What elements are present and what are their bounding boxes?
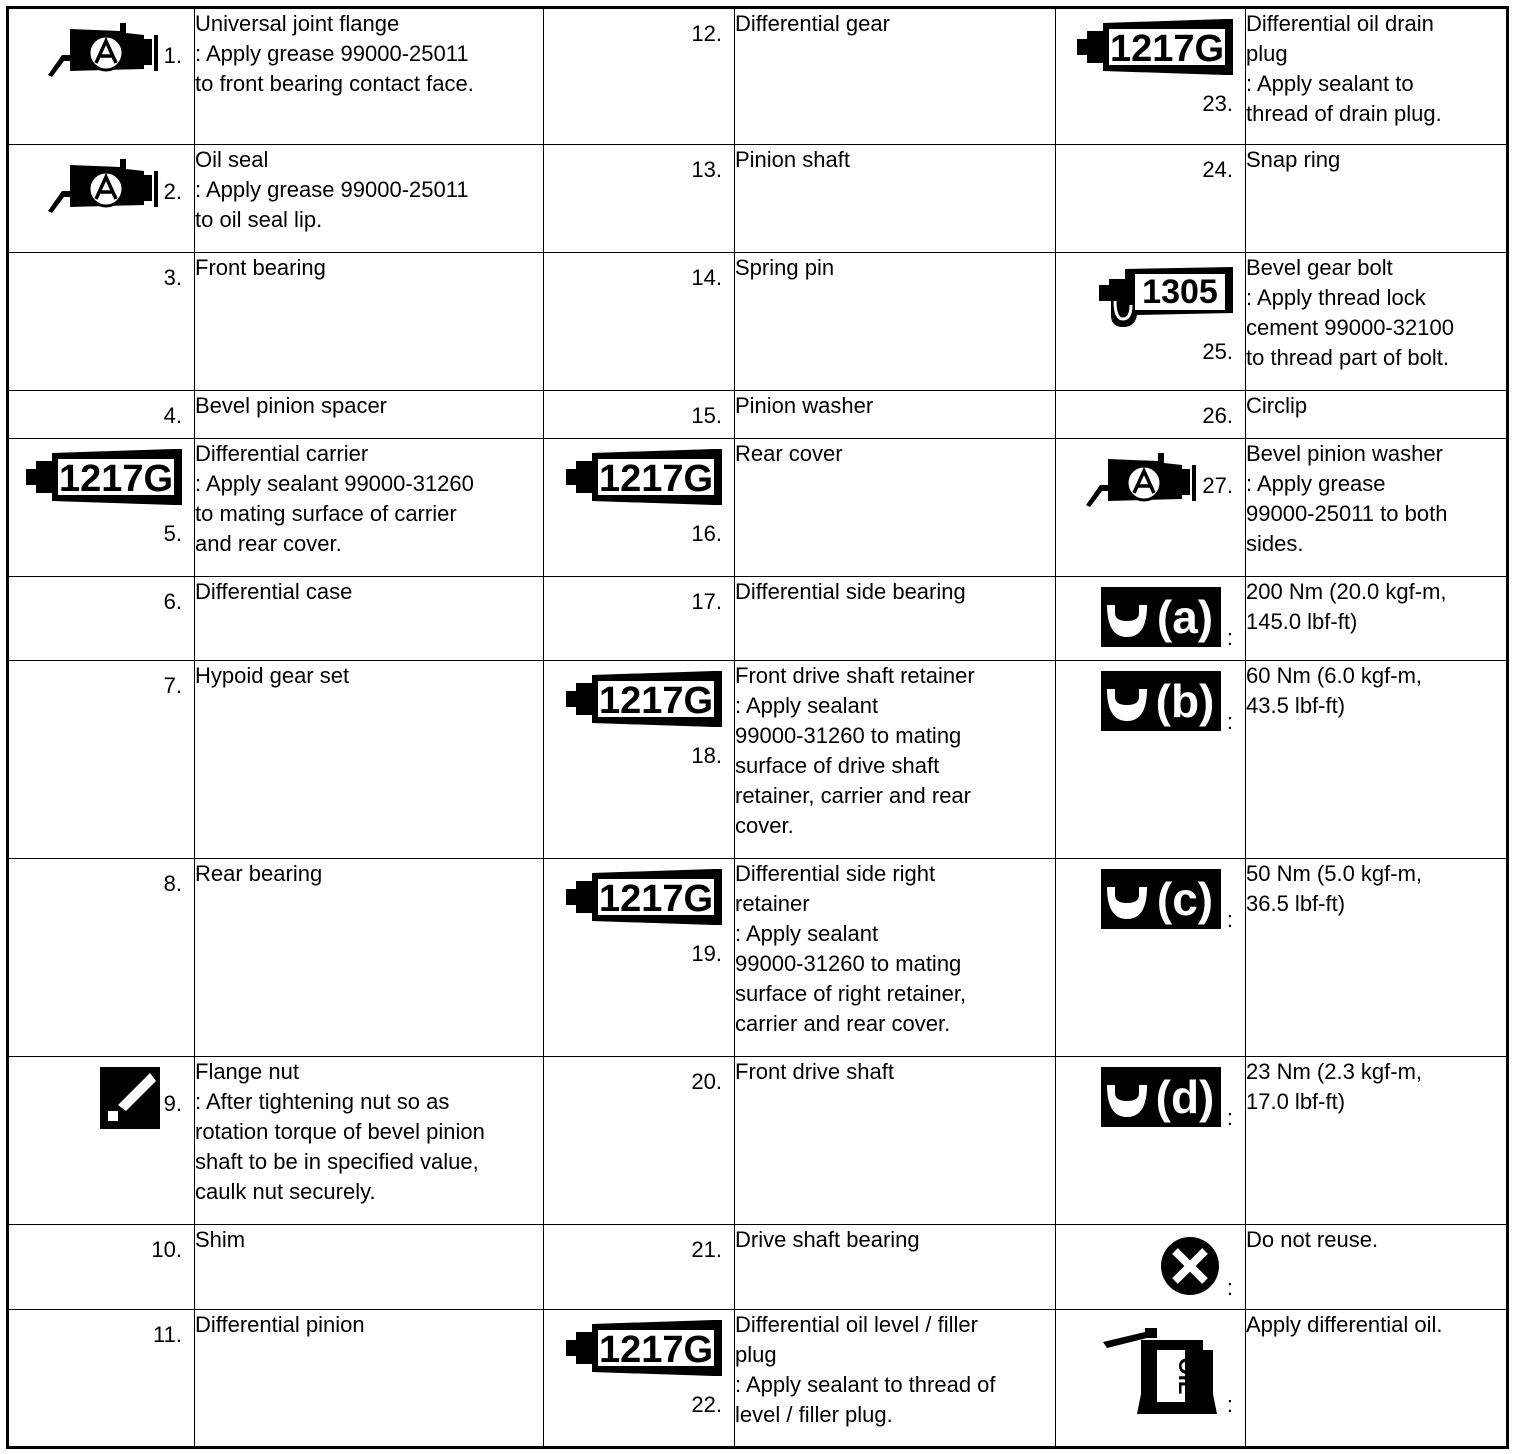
item-description: Front drive shaft: [735, 1059, 894, 1084]
item-description-cell: [195, 1057, 544, 1225]
item-description-cell: [735, 1057, 1056, 1225]
torque-wrench-icon: [1101, 1067, 1221, 1127]
item-description-cell: [735, 577, 1056, 661]
item-number: 9.: [163, 1091, 182, 1116]
item-description-cell: [1246, 661, 1508, 859]
badge-label: 1217G: [598, 878, 714, 920]
item-description-cell: [195, 391, 544, 439]
grease-a-icon: [48, 19, 160, 81]
item-number: 26.: [1202, 403, 1233, 428]
item-number: 16.: [691, 521, 722, 546]
item-number: 11.: [153, 1322, 182, 1347]
symbol-colon: :: [1226, 625, 1233, 650]
item-description: Shim: [195, 1227, 246, 1252]
item-number-cell: [8, 1225, 195, 1310]
item-description-cell: [195, 577, 544, 661]
item-description-cell: [735, 1225, 1056, 1310]
symbol-colon: :: [1226, 907, 1233, 932]
torque-wrench-icon: [1101, 671, 1221, 731]
item-description-cell: [1246, 391, 1508, 439]
item-number: 17.: [691, 589, 722, 614]
item-number-cell: [8, 145, 195, 253]
item-description-cell: [735, 8, 1056, 145]
legend-row: [8, 253, 1508, 391]
legend-row: [8, 859, 1508, 1057]
item-number: 12.: [691, 21, 722, 46]
item-number-cell: [1056, 253, 1246, 391]
item-number-cell: [8, 253, 195, 391]
item-description: 60 Nm (6.0 kgf-m, 43.5 lbf-ft): [1246, 663, 1423, 718]
item-description: Snap ring: [1246, 147, 1341, 172]
item-description: Differential oil drain plug : Apply sealant to thread of drain plug.: [1246, 11, 1442, 126]
item-description-cell: [195, 253, 544, 391]
item-number-cell: [544, 391, 735, 439]
legend-row: [8, 391, 1508, 439]
do-not-reuse-icon: [1159, 1235, 1221, 1297]
item-number-cell: [544, 145, 735, 253]
item-description-cell: [735, 253, 1056, 391]
item-number-cell: [544, 661, 735, 859]
item-number-cell: [1056, 8, 1246, 145]
item-number: 21.: [691, 1237, 722, 1262]
badge-label: 1305: [1142, 273, 1218, 311]
item-number-cell: [1056, 145, 1246, 253]
legend-row: [8, 661, 1508, 859]
torque-wrench-icon: [1101, 869, 1221, 929]
item-number-cell: [8, 577, 195, 661]
item-number-cell: [8, 8, 195, 145]
item-number-cell: [544, 8, 735, 145]
item-description-cell: [1246, 8, 1508, 145]
item-number-cell: [1056, 1057, 1246, 1225]
grease-a-icon: [48, 155, 160, 217]
item-number: 23.: [1202, 91, 1233, 116]
differential-oil-icon: [1101, 1320, 1221, 1414]
item-number-cell: [1056, 1225, 1246, 1310]
badge-label: (c): [1156, 873, 1213, 925]
badge-label: (a): [1156, 591, 1213, 643]
torque-wrench-icon: [1101, 587, 1221, 647]
item-number-cell: [544, 859, 735, 1057]
item-number-cell: [8, 661, 195, 859]
sealant-1217g-icon: [564, 1318, 722, 1380]
item-description-cell: [1246, 1057, 1508, 1225]
item-description: Flange nut : After tightening nut so as rotation torque of bevel pinion shaft to be in specified value, caulk nut securely.: [195, 1059, 485, 1204]
badge-label: 1217G: [598, 1329, 714, 1371]
badge-label: 1217G: [1109, 28, 1225, 70]
symbol-colon: :: [1226, 1105, 1233, 1130]
item-description: Differential side right retainer : Apply sealant 99000-31260 to mating surface of right retainer, carrier and rear cover.: [735, 861, 967, 1036]
item-description: Differential carrier : Apply sealant 99000-31260 to mating surface of carrier and rear cover.: [195, 441, 474, 556]
badge-label: (d): [1155, 1071, 1215, 1123]
badge-label: 1217G: [598, 680, 714, 722]
item-description: Pinion washer: [735, 393, 874, 418]
item-number: 14.: [691, 265, 722, 290]
item-description-cell: [735, 661, 1056, 859]
item-description: Differential oil level / filler plug : Apply sealant to thread of level / filler plug.: [735, 1312, 996, 1427]
item-description-cell: [735, 391, 1056, 439]
symbol-colon: :: [1226, 1392, 1233, 1417]
legend-row: [8, 577, 1508, 661]
item-number-cell: [1056, 577, 1246, 661]
sealant-1217g-icon: [564, 867, 722, 929]
item-description: Spring pin: [735, 255, 835, 280]
item-description: Hypoid gear set: [195, 663, 350, 688]
item-description: Differential case: [195, 579, 353, 604]
item-number-cell: [1056, 661, 1246, 859]
grease-a-icon: [1086, 449, 1198, 511]
item-number-cell: [544, 439, 735, 577]
item-description: 23 Nm (2.3 kgf-m, 17.0 lbf-ft): [1246, 1059, 1423, 1114]
sealant-1217g-icon: [564, 447, 722, 509]
item-description-cell: [1246, 1225, 1508, 1310]
item-description-cell: [195, 1310, 544, 1448]
item-description: Front bearing: [195, 255, 326, 280]
item-number: 27.: [1202, 473, 1233, 498]
item-description: Bevel pinion washer : Apply grease 99000-25011 to both sides.: [1246, 441, 1448, 556]
item-number-cell: [544, 1057, 735, 1225]
item-number: 3.: [163, 265, 182, 290]
item-description: 50 Nm (5.0 kgf-m, 36.5 lbf-ft): [1246, 861, 1423, 916]
item-number-cell: [1056, 859, 1246, 1057]
item-description-cell: [735, 439, 1056, 577]
item-number-cell: [544, 253, 735, 391]
badge-label: (b): [1155, 675, 1215, 727]
legend-body: [8, 8, 1508, 1448]
item-description: Bevel pinion spacer: [195, 393, 388, 418]
item-description: Universal joint flange : Apply grease 99000-25011 to front bearing contact face.: [195, 11, 474, 96]
item-number: 13.: [691, 157, 722, 182]
item-number: 8.: [163, 871, 182, 896]
item-number-cell: [544, 1225, 735, 1310]
item-description: Differential gear: [735, 11, 890, 36]
legend-row: [8, 1310, 1508, 1448]
item-description-cell: [1246, 1310, 1508, 1448]
item-number-cell: [544, 577, 735, 661]
item-number: 4.: [163, 403, 182, 428]
sealant-1217g-icon: [564, 669, 722, 731]
item-number: 1.: [163, 43, 182, 68]
symbol-colon: :: [1226, 1275, 1233, 1300]
item-description-cell: [1246, 145, 1508, 253]
legend-row: [8, 1225, 1508, 1310]
parts-legend-table: [6, 6, 1509, 1449]
item-description-cell: [1246, 577, 1508, 661]
item-description: Apply differential oil.: [1246, 1312, 1443, 1337]
item-description-cell: [1246, 253, 1508, 391]
item-number-cell: [1056, 391, 1246, 439]
item-description: Oil seal : Apply grease 99000-25011 to oil seal lip.: [195, 147, 469, 232]
item-number: 24.: [1202, 157, 1233, 182]
legend-row: [8, 1057, 1508, 1225]
item-description: Bevel gear bolt : Apply thread lock cement 99000-32100 to thread part of bolt.: [1246, 255, 1454, 370]
item-description: Front drive shaft retainer : Apply sealant 99000-31260 to mating surface of drive shaft retainer, carrier and rear cover.: [735, 663, 975, 838]
item-number-cell: [1056, 1310, 1246, 1448]
item-description-cell: [195, 8, 544, 145]
caulk-tool-icon: [100, 1067, 160, 1129]
item-number: 5.: [163, 521, 182, 546]
symbol-colon: :: [1226, 709, 1233, 734]
item-number-cell: [544, 1310, 735, 1448]
legend-row: [8, 439, 1508, 577]
item-description: Do not reuse.: [1246, 1227, 1379, 1252]
legend-row: [8, 8, 1508, 145]
badge-label: OIL: [1173, 1357, 1199, 1395]
item-description: Rear cover: [735, 441, 843, 466]
item-description-cell: [1246, 859, 1508, 1057]
badge-label: 1217G: [58, 458, 174, 500]
item-number-cell: [8, 859, 195, 1057]
item-description-cell: [195, 859, 544, 1057]
item-number: 19.: [691, 941, 722, 966]
item-description: Rear bearing: [195, 861, 323, 886]
item-description: 200 Nm (20.0 kgf-m, 145.0 lbf-ft): [1246, 579, 1447, 634]
item-number: 6.: [163, 589, 182, 614]
item-number: 22.: [691, 1392, 722, 1417]
item-description: Pinion shaft: [735, 147, 850, 172]
item-description-cell: [735, 145, 1056, 253]
thread-lock-1305-icon: [1097, 261, 1233, 327]
item-description-cell: [735, 859, 1056, 1057]
item-description: Differential side bearing: [735, 579, 966, 604]
item-number: 2.: [163, 179, 182, 204]
item-description: Drive shaft bearing: [735, 1227, 920, 1252]
sealant-1217g-icon: [24, 447, 182, 509]
item-number-cell: [8, 1310, 195, 1448]
item-description-cell: [1246, 439, 1508, 577]
item-number-cell: [8, 391, 195, 439]
item-description-cell: [195, 661, 544, 859]
item-description: Circlip: [1246, 393, 1308, 418]
item-number: 25.: [1202, 339, 1233, 364]
item-number: 10.: [151, 1237, 182, 1262]
item-description-cell: [735, 1310, 1056, 1448]
item-number: 7.: [163, 673, 182, 698]
item-number-cell: [8, 439, 195, 577]
item-number-cell: [8, 1057, 195, 1225]
legend-row: [8, 145, 1508, 253]
item-number-cell: [1056, 439, 1246, 577]
item-number: 15.: [691, 403, 722, 428]
badge-label: 1217G: [598, 458, 714, 500]
item-description: Differential pinion: [195, 1312, 365, 1337]
item-number: 20.: [691, 1069, 722, 1094]
item-description-cell: [195, 145, 544, 253]
item-description-cell: [195, 439, 544, 577]
item-number: 18.: [691, 743, 722, 768]
item-description-cell: [195, 1225, 544, 1310]
sealant-1217g-icon: [1075, 17, 1233, 79]
